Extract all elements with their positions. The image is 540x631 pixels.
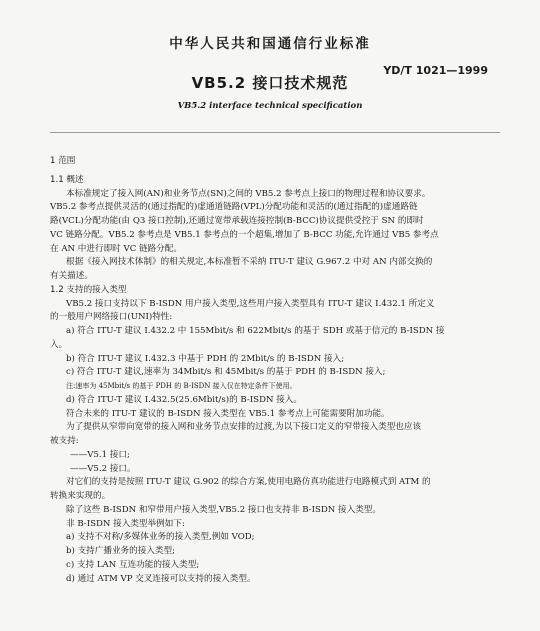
list-item: c) 符合 ITU-T 建议,速率为 34Mbit/s 和 45Mbit/s 的基于 PDH 的 B-ISDN 接入; [66, 367, 386, 378]
list-item-continuation: 入。 [50, 339, 68, 350]
list-item: ——V5.1 接口; [70, 449, 130, 460]
subsection-heading: 1.2 支持的接入类型 [50, 284, 127, 295]
list-item: ——V5.2 接口。 [70, 463, 136, 474]
paragraph-line: 被支持: [50, 436, 79, 446]
paragraph-line: VB5.2 接口支持以下 B-ISDN 用户接入类型,这些用户接入类型具有 ITU-T 建议 I.432.1 所定义 [66, 298, 435, 309]
paragraph-line: 转换来实现的。 [50, 491, 111, 501]
document-title: VB5.2 接口技术规范 [191, 74, 349, 92]
paragraph-line: 根据《接入网技术体制》的相关规定,本标准暂不采纳 ITU-T 建议 G.967.2 中对 AN 内部交换的 [66, 257, 433, 268]
list-item: a) 符合 ITU-T 建议 I.432.2 中 155Mbit/s 和 622Mbit/s 的基于 SDH 或基于信元的 B-ISDN 接 [66, 326, 445, 336]
paragraph-line: VC 链路分配。VB5.2 参考点是 VB5.1 参考点的一个超集,增加了 B-BCC 功能,允许通过 VB5 参考点 [50, 229, 439, 240]
standard-organization: 中华人民共和国通信行业标准 [169, 36, 371, 52]
subsection-heading: 1.1 概述 [50, 174, 84, 185]
list-item: a) 支持不对称/多媒体业务的接入类型,例如 VOD; [66, 532, 255, 543]
document-body [50, 155, 504, 586]
paragraph-line: 为了提供从窄带向宽带的接入网和业务节点安排的过渡,为以下接口定义的窄带接入类型也应该 [66, 422, 422, 433]
paragraph-line: 在 AN 中进行即时 VC 链路分配。 [50, 243, 182, 254]
list-item: b) 支持广播业务的接入类型; [66, 546, 176, 556]
paragraph-line: VB5.2 参考点提供灵活的(通过指配的)虚通道链路(VPL)分配功能和灵活的(通过指配的)虚通路链 [50, 202, 418, 213]
document-subtitle: VB5.2 interface technical specification [177, 101, 363, 111]
paragraph-line: 对它们的支持是按照 ITU-T 建议 G.902 的综合方案,使用电路仿真功能进行电路模式到 ATM 的 [66, 477, 431, 488]
section-heading: 1 范围 [50, 156, 76, 166]
paragraph-line: 非 B-ISDN 接入类型举例如下: [66, 518, 185, 529]
note-line: 注:速率为 45Mbit/s 的基于 PDH 的 B-ISDN 接入仅在特定条件下使用。 [66, 382, 297, 390]
paragraph-line: 除了这些 B-ISDN 和窄带用户接入类型,VB5.2 接口也支持非 B-ISDN 接入类型。 [66, 504, 381, 515]
list-item: d) 符合 ITU-T 建议 I.432.5(25.6Mbit/s)的 B-ISDN 接入。 [66, 394, 302, 405]
paragraph-line: 符合未来的 ITU-T 建议的 B-ISDN 接入类型在 VB5.1 参考点上可能需要附加功能。 [66, 408, 390, 419]
standard-number: YD/T 1021—1999 [383, 64, 488, 77]
paragraph-line: 的一般用户网络接口(UNI)特性: [50, 312, 173, 323]
list-item: c) 支持 LAN 互连功能的接入类型; [66, 559, 200, 570]
paragraph-line: 路(VCL)分配功能(由 Q3 接口控制),还通过宽带承载连接控制(B-BCC)协议提供受控于 SN 的即时 [50, 216, 424, 226]
paragraph-line: 本标准规定了接入网(AN)和业务节点(SN)之间的 VB5.2 参考点上接口的物理过程和协议要求。 [66, 188, 431, 199]
list-item: d) 通过 ATM VP 交叉连接可以支持的接入类型。 [66, 573, 256, 584]
header-divider [50, 132, 500, 133]
list-item: b) 符合 ITU-T 建议 I.432.3 中基于 PDH 的 2Mbit/s 的 B-ISDN 接入; [66, 353, 345, 364]
paragraph-line: 有关描述。 [50, 271, 93, 281]
